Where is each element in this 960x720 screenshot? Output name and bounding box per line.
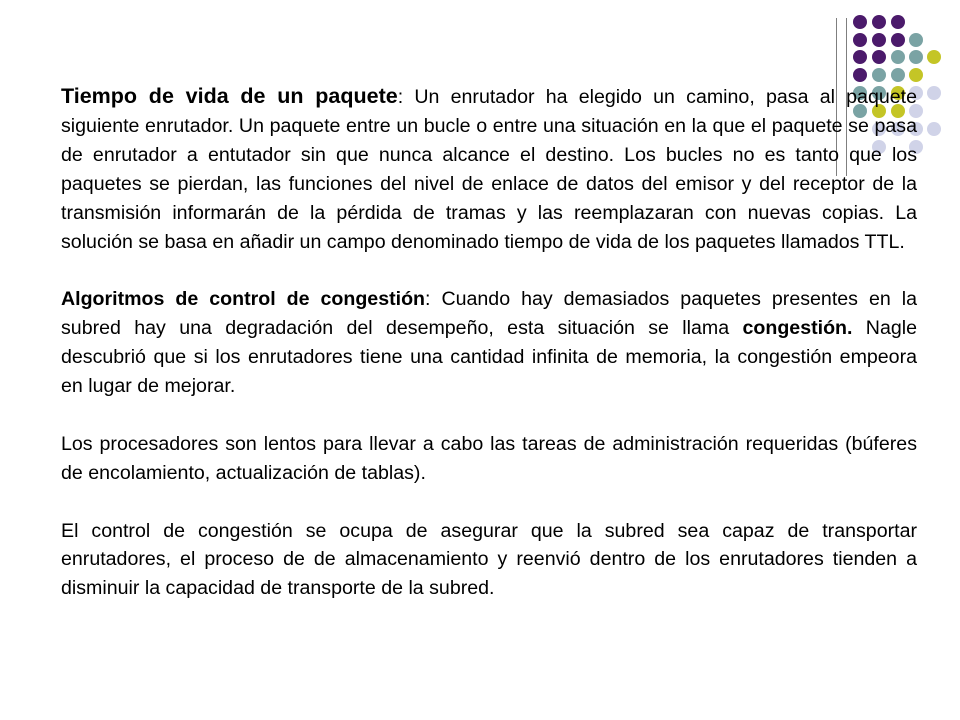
decor-dot (909, 50, 923, 64)
paragraph-processors (61, 430, 917, 488)
decor-dot (872, 68, 886, 82)
decor-dot (891, 50, 905, 64)
paragraph-congestion-control (61, 517, 917, 604)
paragraph-ttl (61, 82, 917, 256)
decor-dot (853, 68, 867, 82)
decor-dot (872, 15, 886, 29)
paragraph-ttl-heading: Tiempo de vida de un paquete (61, 84, 398, 108)
decor-dot (891, 68, 905, 82)
decor-dot (872, 33, 886, 47)
decor-dot (891, 15, 905, 29)
paragraph-congestion-text-a: : Cuando hay demasiados paquetes presentes en la subred hay una degradación del desempeño, esta situación se llama (61, 288, 917, 340)
decor-dot (872, 50, 886, 64)
paragraph-congestion-control-text: El control de congestión se ocupa de asegurar que la subred sea capaz de transportar enrutadores, el proceso de de almacenamiento y reenvió dentro de los enrutadores tienden a disminuir la capacidad de transporte de la subred. (61, 519, 917, 600)
decor-dot (909, 68, 923, 82)
paragraph-congestion-bold: congestión. (742, 317, 853, 340)
paragraph-congestion (61, 285, 917, 401)
decor-dot (853, 33, 867, 47)
paragraph-congestion-heading: Algoritmos de control de congestión (61, 288, 426, 311)
decor-dot (927, 86, 941, 100)
slide-body (61, 82, 917, 603)
paragraph-congestion-text-b: Nagle descubrió que si los enrutadores tiene una cantidad infinita de memoria, la congestión empeora en lugar de mejorar. (61, 317, 918, 398)
decor-dot (909, 33, 923, 47)
decor-dot (927, 122, 941, 136)
decor-dot (853, 50, 867, 64)
paragraph-ttl-text: : Un enrutador ha elegido un camino, pasa al paquete siguiente enrutador. Un paquete entre un bucle o entre una situación en la que el paquete se pasa de enrutador a entutador sin que nunca alcance el destino. Los bucles no es tanto que los paquetes se pierdan, las funciones del nivel de enlace de datos del emisor y del receptor de la transmisión informarán de la pérdida de tramas y las reemplazaran con nuevas copias. La solución se basa en añadir un campo denominado tiempo de vida de los paquetes llamados TTL. (61, 86, 917, 253)
decor-dot (853, 15, 867, 29)
decor-dot (927, 50, 941, 64)
decor-dot (891, 33, 905, 47)
paragraph-processors-text: Los procesadores son lentos para llevar a cabo las tareas de administración requeridas (búferes de encolamiento, actualización de tablas). (61, 432, 917, 484)
